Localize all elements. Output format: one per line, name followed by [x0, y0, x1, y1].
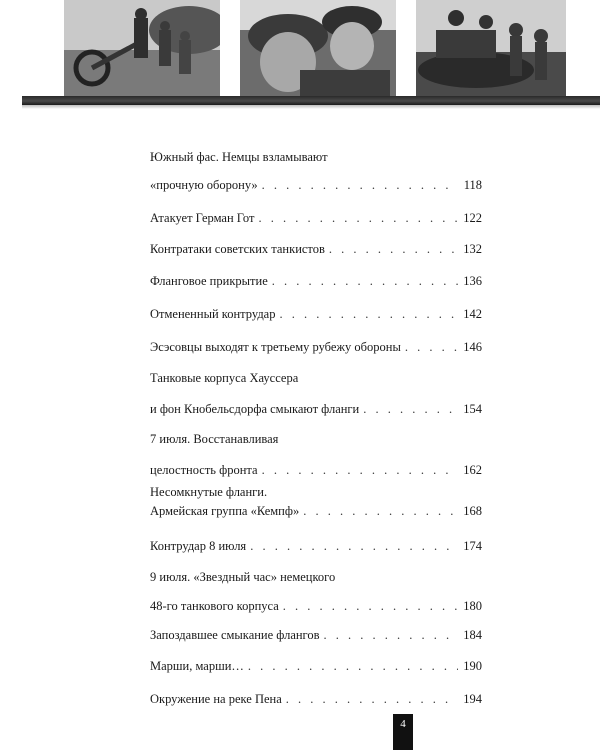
toc-entry-title: Окружение на реке Пена: [150, 692, 282, 706]
toc-entry-title: Танковые корпуса Хауссера: [150, 371, 299, 385]
artillery-crew-photo: [64, 0, 220, 96]
toc-entry-title: Контратаки советских танкистов: [150, 242, 325, 256]
toc-entry-title: Фланговое прикрытие: [150, 274, 268, 288]
toc-entry-title: Контрудар 8 июля: [150, 539, 247, 553]
toc-page-number: 122: [463, 211, 482, 225]
toc-page-number: 162: [463, 463, 482, 477]
toc-page-number: 190: [463, 659, 482, 673]
toc-page-number: 142: [463, 307, 482, 321]
soldiers-helmets-photo: [240, 0, 396, 96]
leader-dots: [283, 597, 458, 615]
toc-entry-title: 9 июля. «Звездный час» немецкого: [150, 570, 336, 584]
leader-dots: [405, 338, 458, 356]
leader-dots: [324, 626, 458, 644]
leader-dots: [262, 176, 458, 194]
toc-entry-title: Атакует Герман Гот: [150, 211, 255, 225]
toc-entry-title: 7 июля. Восстанавливая: [150, 432, 279, 446]
toc-entry-title: 48-го танкового корпуса: [150, 599, 279, 613]
toc-page-number: 132: [463, 242, 482, 256]
toc-page-number: 146: [463, 340, 482, 354]
toc-page-number: 184: [463, 628, 482, 642]
leader-dots: [262, 461, 458, 479]
toc-page-number: 154: [463, 402, 482, 416]
leader-dots: [329, 240, 458, 258]
toc-page-number: 118: [463, 178, 482, 192]
page-number-tab: [393, 714, 413, 750]
toc-page-number: 168: [463, 504, 482, 518]
leader-dots: [303, 502, 458, 520]
leader-dots: [248, 657, 458, 675]
toc-page-number: 194: [463, 692, 482, 706]
toc-entry-title: Южный фас. Немцы взламывают: [150, 150, 328, 164]
photo-strip: [0, 0, 600, 100]
leader-dots: [286, 690, 458, 708]
leader-dots: [250, 537, 458, 555]
toc-page-number: 174: [463, 539, 482, 553]
toc-entry-title: Запоздавшее смыкание флангов: [150, 628, 320, 642]
header-rule-shadow: [22, 105, 600, 109]
toc-page-number: 180: [463, 599, 482, 613]
page-number: 4: [400, 718, 406, 730]
toc-entry-title: Несомкнутые фланги.: [150, 485, 268, 499]
leader-dots: [279, 305, 458, 323]
toc-page-number: 136: [463, 274, 482, 288]
tank-soldiers-photo: [416, 0, 566, 96]
leader-dots: [272, 272, 458, 290]
toc-entry-title: Марши, марши…: [150, 659, 244, 673]
leader-dots: [363, 400, 458, 418]
toc-entry-title: и фон Кнобельсдорфа смыкают фланги: [150, 402, 360, 416]
toc-entry-title: «прочную оборону»: [150, 178, 258, 192]
toc-entry-title: Армейская группа «Кемпф»: [150, 504, 300, 518]
leader-dots: [258, 209, 458, 227]
toc-entry-title: целостность фронта: [150, 463, 258, 477]
toc-entry-title: Эсэсовцы выходят к третьему рубежу обороны: [150, 340, 401, 354]
header-rule: [22, 96, 600, 105]
toc-entry-title: Отмененный контрудар: [150, 307, 276, 321]
